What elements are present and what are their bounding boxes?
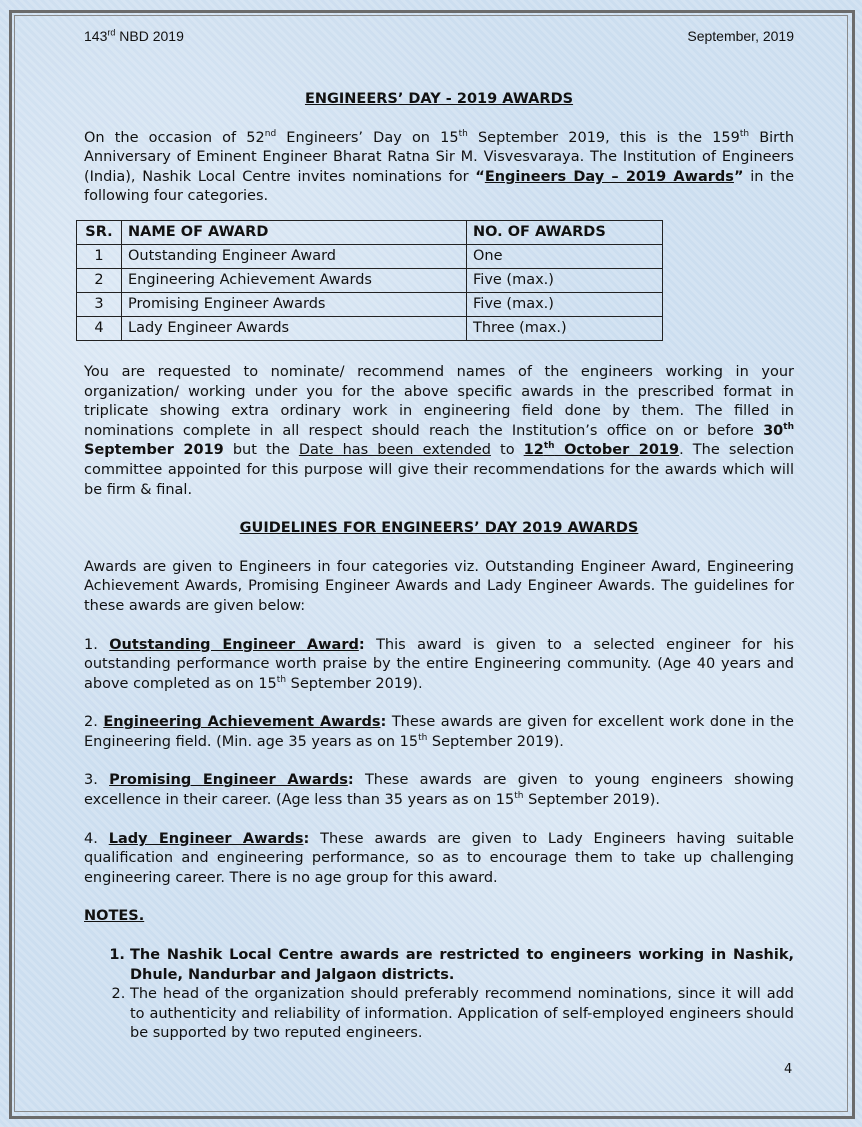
col-header-count: NO. OF AWARDS	[467, 220, 663, 244]
table-header-row	[77, 220, 663, 244]
cell-name: Engineering Achievement Awards	[122, 268, 467, 292]
notes-list	[84, 946, 794, 1044]
guideline-item: 1. Outstanding Engineer Award: This award is given to a selected engineer for his outstanding performance worth praise by the entire Engineering community. (Age 40 years and above completed as on 15th September 2019).	[84, 636, 794, 692]
note-item: 2. The head of the organization should preferably recommend nominations, since it will add to authenticity and reliability of information. Application of self-employed engineers should be supported by two reputed engineers.	[130, 985, 794, 1044]
cell-sr: 3	[77, 292, 122, 316]
cell-count: Five (max.)	[467, 268, 663, 292]
guidelines-intro: Awards are given to Engineers in four categories viz. Outstanding Engineer Award, Engineering Achievement Awards, Promising Engineer Awards and Lady Engineer Awards. The guidelines for these awards are given below:	[84, 558, 794, 614]
document-body	[84, 90, 794, 1044]
cell-sr: 4	[77, 316, 122, 340]
guideline-item: 2. Engineering Achievement Awards: These awards are given for excellent work done in the Engineering field. (Min. age 35 years as on 15th September 2019).	[84, 714, 794, 750]
table-row	[77, 244, 663, 268]
intro-paragraph: On the occasion of 52nd Engineers’ Day on 15th September 2019, this is the 159th Birth Anniversary of Eminent Engineer Bharat Ratna Sir M. Visvesvaraya. The Institution of Engineers (India), Nashik Local Centre invites nominations for “Engineers Day – 2019 Awards” in the following four categories.	[84, 128, 795, 205]
cell-sr: 2	[77, 268, 122, 292]
header-right: September, 2019	[687, 28, 794, 44]
cell-name: Outstanding Engineer Award	[122, 244, 467, 268]
guideline-item: 3. Promising Engineer Awards: These awards are given to young engineers showing excellence in their career. (Age less than 35 years as on 15th September 2019).	[84, 772, 794, 809]
table-row	[77, 316, 663, 340]
cell-sr: 1	[77, 244, 122, 268]
awards-table	[76, 220, 663, 341]
awards-name-highlight: Engineers Day – 2019 Awards	[484, 168, 734, 185]
col-header-name: NAME OF AWARD	[122, 220, 467, 244]
note-item: 1. The Nashik Local Centre awards are restricted to engineers working in Nashik, Dhule, Nandurbar and Jalgaon districts.	[130, 946, 794, 985]
date-extended-text: Date has been extended	[298, 442, 491, 459]
page-number: 4	[784, 1062, 793, 1077]
request-paragraph: You are requested to nominate/ recommend names of the engineers working in your organization/ working under you for the above specific awards in the prescribed format in triplicate showing extra ordinary work in engineering field done by them. The filled in nominations complete in all respect should reach the Institution’s office on or before 30th September 2019 but the Date has been extended to 12th October 2019. The selection committee appointed for this purpose will give their recommendations for the awards which will be firm & final.	[84, 363, 795, 498]
page-title: ENGINEERS’ DAY - 2019 AWARDS	[304, 91, 574, 107]
cell-count: Three (max.)	[467, 316, 663, 340]
notes-title: NOTES.	[84, 908, 145, 925]
col-header-sr: SR.	[77, 220, 122, 244]
cell-name: Lady Engineer Awards	[122, 316, 467, 340]
table-row	[77, 268, 663, 292]
cell-name: Promising Engineer Awards	[122, 292, 467, 316]
header-left: 143rd NBD 2019	[84, 27, 184, 44]
cell-count: One	[467, 244, 663, 268]
cell-count: Five (max.)	[467, 292, 663, 316]
table-row	[77, 292, 663, 316]
guidelines-title: GUIDELINES FOR ENGINEERS’ DAY 2019 AWARDS	[239, 520, 639, 537]
guideline-item: 4. Lady Engineer Awards: These awards are given to Lady Engineers having suitable qualification and engineering performance, so as to encourage them to take up challenging engineering career. There is no age group for this award.	[84, 830, 794, 886]
